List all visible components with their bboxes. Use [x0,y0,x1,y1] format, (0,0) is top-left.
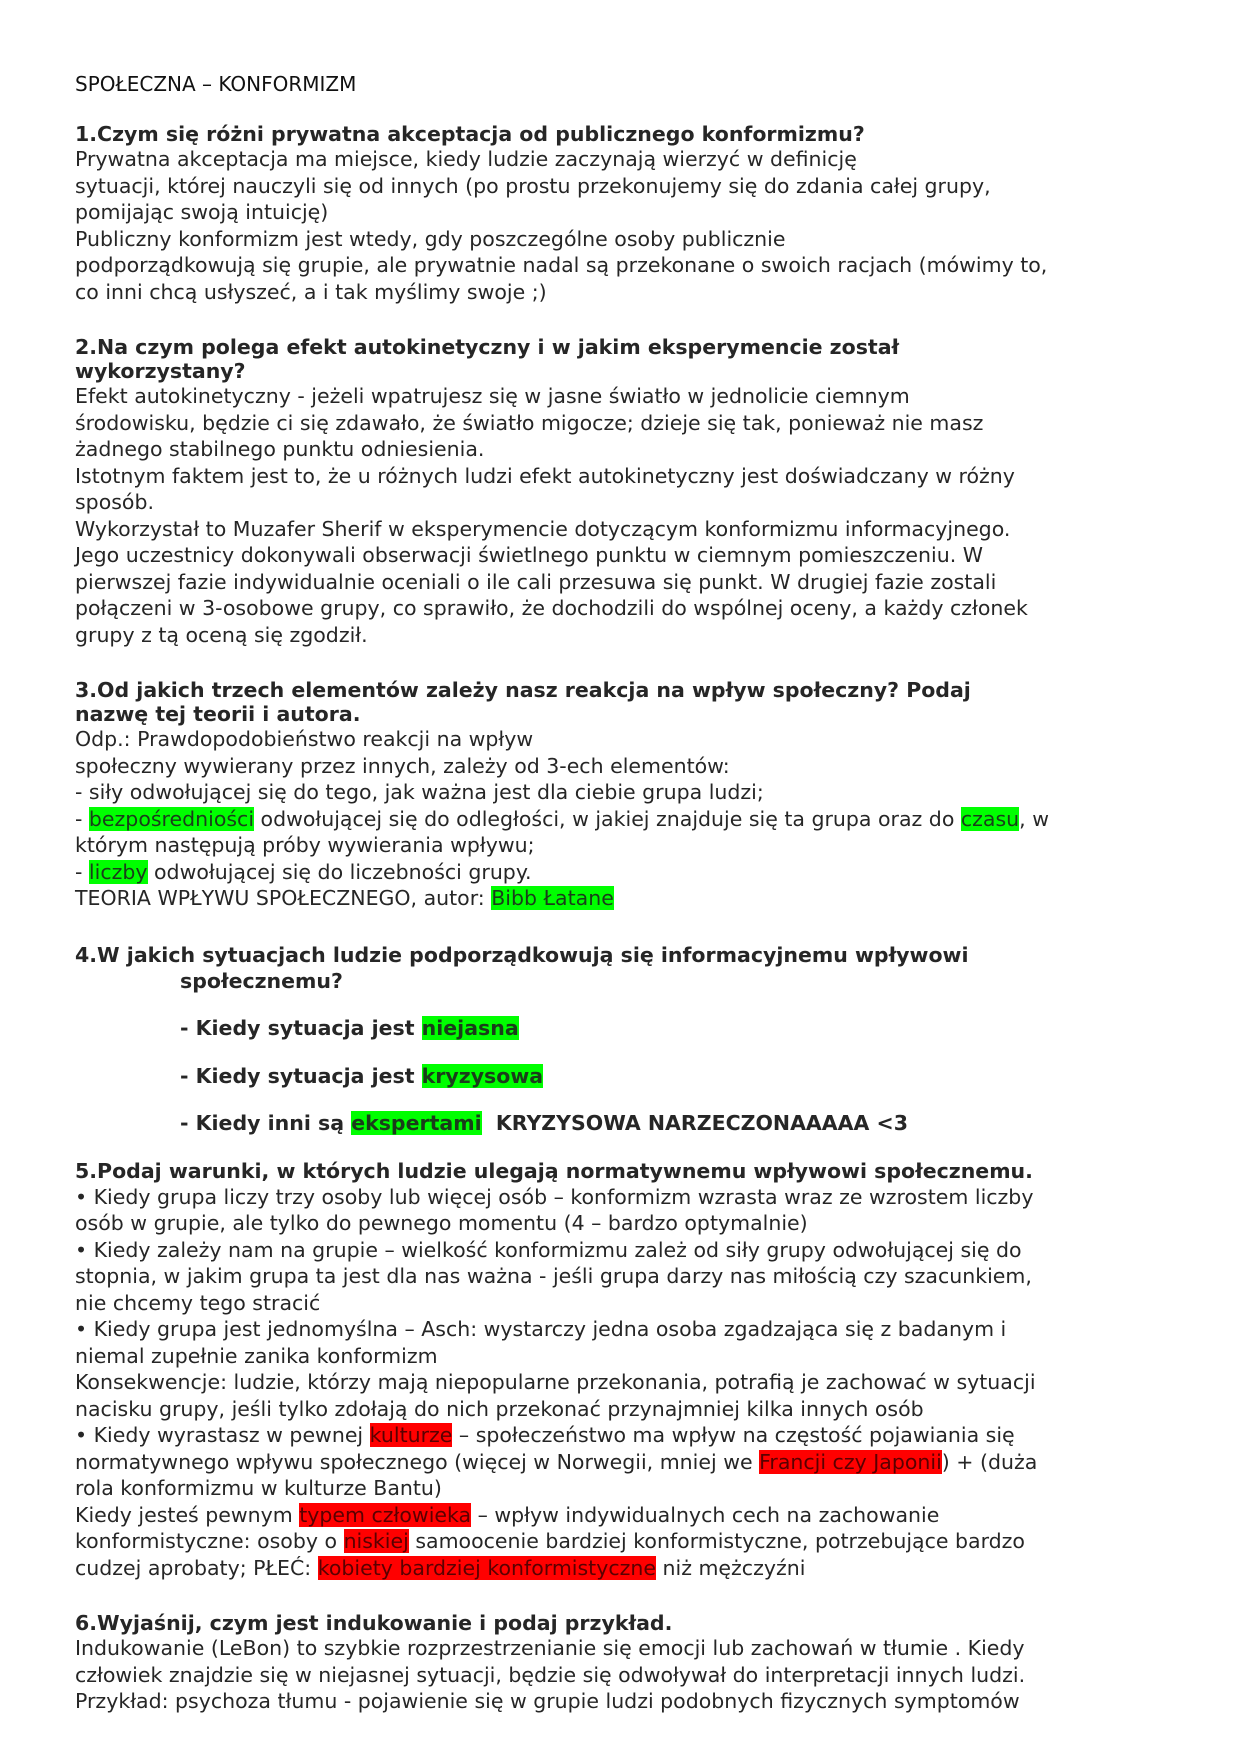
answer-line: stopnia, w jakim grupa ta jest dla nas ważna - jeśli grupa darzy nas miłością czy szacunkiem, [75,1264,1032,1288]
answer-line: sposób. [75,490,154,514]
question-2-cont: wykorzystany? [75,359,246,383]
section-3 [75,678,1185,912]
answer-line: pierwszej fazie indywidualnie oceniali o ile cali przesuwa się punkt. W drugiej fazie zostali [75,569,997,594]
text: , w [1019,806,1049,831]
red-highlight: typem człowieka [299,1502,472,1527]
section-4 [75,942,1185,1138]
section-1 [75,122,1185,305]
answer-line: podporządkowują się grupie, ale prywatnie nadal są przekonane o swoich racjach (mówimy to, [75,253,1048,277]
green-highlight: ekspertami [351,1111,482,1135]
text: samoocenie bardziej konformistyczne, potrzebujące bardzo [408,1529,1025,1553]
text: – społeczeństwo ma wpływ na częstość pojawiania się [452,1423,1015,1447]
text: - Kiedy sytuacja jest [180,1063,422,1088]
answer-line: Indukowanie (LeBon) to szybkie rozprzestrzenianie się emocji lub zachowań w tłumie . Kiedy [75,1636,1025,1660]
text: cudzej aprobaty; PŁEĆ: [75,1555,318,1580]
text: TEORIA WPŁYWU SPOŁECZNEGO, autor: [75,886,492,910]
green-highlight: czasu [960,806,1020,831]
answer-line: nacisku grupy, jeśli tylko zdołają do nich przekonać przynajmniej kilka innych osób [75,1396,924,1421]
list-item [75,1110,1185,1137]
red-highlight: Francji czy Japonii [759,1449,942,1474]
text: odwołującej się do liczebności grupy. [147,859,532,884]
answer-line [75,1422,1185,1449]
answer-line [75,885,1185,912]
answer-line: Prywatna akceptacja ma miejsce, kiedy ludzie zaczynają wierzyć w definicję [75,147,857,171]
answer-line: którym następują próby wywierania wpływu; [75,833,535,857]
text: ) + (duża [941,1449,1038,1474]
green-highlight: bezpośredniości [88,806,255,831]
answer-line: • Kiedy zależy nam na grupie – wielkość konformizmu zależ od siły grupy odwołującej się do [75,1237,1022,1262]
green-highlight: kryzysowa [421,1063,544,1088]
answer-line: środowisku, będzie ci się zdawało, że światło migocze; dzieje się tak, ponieważ nie masz [75,410,984,435]
answer-line [75,1449,1185,1476]
section-5 [75,1158,1185,1582]
answer-line: Wykorzystał to Muzafer Sherif w eksperymencie dotyczącym konformizmu informacyjnego. [75,516,1011,541]
red-highlight: niskiej [343,1529,409,1553]
question-3: 3.Od jakich trzech elementów zależy nasz reakcja na wpływ społeczny? Podaj [75,678,971,702]
answer-line: • Kiedy grupa liczy trzy osoby lub więcej osób – konformizm wzrasta wraz ze wzrostem liczby [75,1184,1034,1209]
answer-line: Przykład: psychoza tłumu - pojawienie się w grupie ludzi podobnych fizycznych symptomów [75,1689,1020,1713]
question-6: 6.Wyjaśnij, czym jest indukowanie i podaj przykład. [75,1611,673,1635]
section-2 [75,335,1185,648]
question-5: 5.Podaj warunki, w których ludzie ulegają normatywnemu wpływowi społecznemu. [75,1158,1033,1183]
answer-line: społeczny wywierany przez innych, zależy od 3-ech elementów: [75,753,730,778]
list-item [75,1063,1185,1090]
answer-line: Odp.: Prawdopodobieństwo reakcji na wpływ [75,727,534,751]
text: odwołującej się do odległości, w jakiej znajduje się ta grupa oraz do [254,806,961,831]
answer-line: Publiczny konformizm jest wtedy, gdy poszczególne osoby publicznie [75,226,786,251]
text: - [75,806,89,831]
answer-line [75,859,1185,886]
document-title: SPOŁECZNA – KONFORMIZM [75,72,357,96]
answer-line: osób w grupie, ale tylko do pewnego momentu (4 – bardzo optymalnie) [75,1211,808,1235]
answer-line: rola konformizmu w kulturze Bantu) [75,1476,442,1500]
answer-line: - siły odwołującej się do tego, jak ważna jest dla ciebie grupa ludzi; [75,780,764,804]
text: Kiedy jesteś pewnym [75,1502,300,1527]
answer-line [75,1555,1185,1582]
question-2: 2.Na czym polega efekt autokinetyczny i w jakim eksperymencie został [75,335,900,359]
text: • Kiedy wyrastasz w pewnej [75,1423,370,1447]
answer-line: Istotnym faktem jest to, że u różnych ludzi efekt autokinetyczny jest doświadczany w różny [75,463,1015,488]
answer-line: sytuacji, której nauczyli się od innych (po prostu przekonujemy się do zdania całej grupy, [75,173,991,198]
text: normatywnego wpływu społecznego (więcej w Norwegii, mniej we [75,1449,760,1474]
section-6 [75,1611,1185,1715]
question-4-cont: społecznemu? [180,969,343,993]
text: konformistyczne: osoby o [75,1529,344,1553]
text: - [75,859,89,884]
answer-line [75,806,1185,833]
answer-line [75,1502,1185,1529]
answer-line: • Kiedy grupa jest jednomyślna – Asch: wystarczy jedna osoba zgadzająca się z badanym i [75,1317,1007,1341]
answer-line: nie chcemy tego stracić [75,1290,321,1315]
red-highlight: kobiety bardziej konformistyczne [317,1555,656,1580]
text: niż mężczyźni [655,1555,806,1580]
answer-line: połączeni w 3-osobowe grupy, co sprawiło, że dochodzili do wspólnej oceny, a każdy członek [75,596,1028,620]
green-highlight: niejasna [421,1016,519,1040]
text: – wpływ indywidualnych cech na zachowanie [471,1502,940,1527]
document-page [75,72,1185,1715]
green-highlight: Bibb Łatane [491,886,614,910]
green-highlight: liczby [88,859,148,884]
answer-line: Konsekwencje: ludzie, którzy mają niepopularne przekonania, potrafią je zachować w sytuacji [75,1370,1036,1394]
answer-line [75,1528,1185,1555]
answer-line: pomijając swoją intuicję) [75,200,329,224]
question-4: 4.W jakich sytuacjach ludzie podporządkowują się informacyjnemu wpływowi [75,942,969,967]
answer-line: Efekt autokinetyczny - jeżeli wpatrujesz się w jasne światło w jednolicie ciemnym [75,384,910,408]
answer-line: grupy z tą oceną się zgodził. [75,622,368,647]
answer-line: żadnego stabilnego punktu odniesienia. [75,437,485,461]
list-item [75,1015,1185,1042]
question-3-cont: nazwę tej teorii i autora. [75,702,361,726]
answer-line: niemal zupełnie zanika konformizm [75,1343,438,1368]
question-1: 1.Czym się różni prywatna akceptacja od publicznego konformizmu? [75,122,865,146]
text: - Kiedy inni są [180,1111,352,1135]
text: KRYZYSOWA NARZECZONAAAAA <3 [481,1111,908,1135]
answer-line: co inni chcą usłyszeć, a i tak myślimy swoje ;) [75,279,547,304]
red-highlight: kulturze [369,1423,453,1447]
text: - Kiedy sytuacja jest [180,1016,422,1040]
answer-line: Jego uczestnicy dokonywali obserwacji świetlnego punktu w ciemnym pomieszczeniu. W [75,543,983,567]
answer-line: człowiek znajdzie się w niejasnej sytuacji, będzie się odwoływał do interpretacji innych ludzi. [75,1662,1026,1687]
